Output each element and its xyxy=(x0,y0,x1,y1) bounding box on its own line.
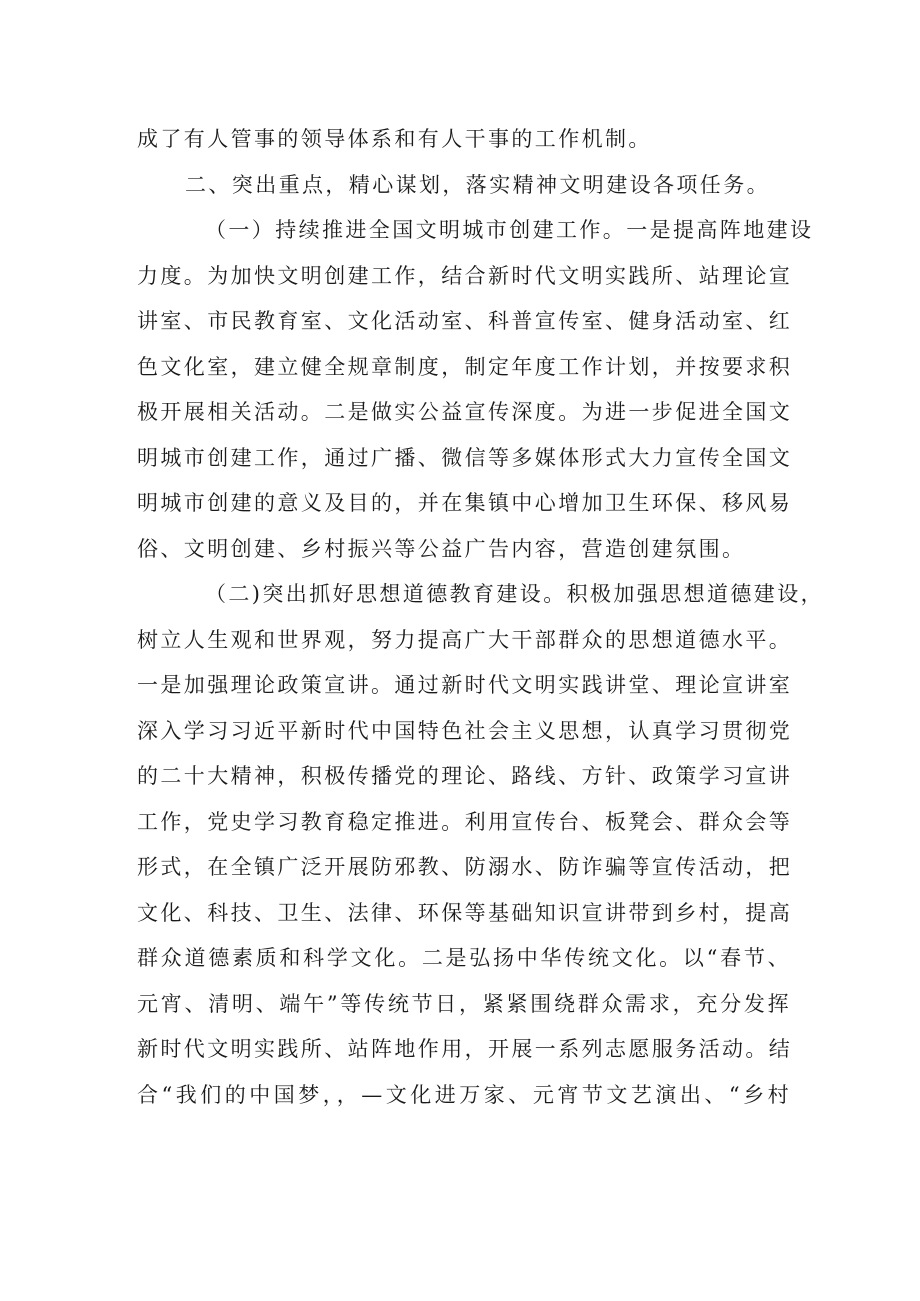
text-line-6: 色文化室，建立健全规章制度，制定年度工作计划，并按要求积 xyxy=(137,354,793,379)
text-line-7: 极开展相关活动。二是做实公益宣传深度。为进一步促进全国文 xyxy=(137,400,793,424)
text-line-5: 讲室、市民教育室、文化活动室、科普宣传室、健身活动室、红 xyxy=(137,309,793,333)
text-line-9: 明城市创建的意义及目的，并在集镇中心增加卫生环保、移风易 xyxy=(137,491,793,515)
section-heading-2: 二、突出重点，精心谋划，落实精神文明建设各项任务。 xyxy=(185,172,770,197)
text-line-4: 力度。为加快文明创建工作，结合新时代文明实践所、站理论宣 xyxy=(137,263,793,288)
text-line-8: 明城市创建工作，通过广播、微信等多媒体形式大力宣传全国文 xyxy=(137,445,793,470)
subsection-heading-1: （一）持续推进全国文明城市创建工作。一是提高阵地建设 xyxy=(205,218,814,242)
text-line-15: 的二十大精神，积极传播党的理论、路线、方针、政策学习宣讲 xyxy=(137,764,793,788)
subsection-heading-2: （二)突出抓好思想道德教育建设。积极加强思想道德建设， xyxy=(205,582,824,606)
text-line-21: 新时代文明实践所、站阵地作用，开展一系列志愿服务活动。结 xyxy=(137,1037,793,1061)
text-line-1: 成了有人管事的领导体系和有人干事的工作机制。 xyxy=(137,127,652,151)
text-line-13: 一是加强理论政策宣讲。通过新时代文明实践讲堂、理论宣讲室 xyxy=(137,673,793,697)
text-line-19: 群众道德素质和科学文化。二是弘扬中华传统文化。以“春节、 xyxy=(137,946,791,970)
text-line-18: 文化、科技、卫生、法律、环保等基础知识宣讲带到乡村，提高 xyxy=(137,900,793,925)
text-line-12: 树立人生观和世界观，努力提高广大干部群众的思想道德水平。 xyxy=(137,627,793,652)
text-line-17: 形式，在全镇广泛开展防邪教、防溺水、防诈骗等宣传活动，把 xyxy=(137,855,793,879)
text-line-14: 深入学习习近平新时代中国特色社会主义思想，认真学习贯彻党 xyxy=(137,718,793,743)
text-line-10: 俗、文明创建、乡村振兴等公益广告内容，营造创建氛围。 xyxy=(137,536,746,561)
text-line-16: 工作，党史学习教育稳定推进。利用宣传台、板凳会、群众会等 xyxy=(137,809,793,834)
document-body xyxy=(137,117,824,1118)
text-line-20: 元宵、清明、端午”等传统节日，紧紧围绕群众需求，充分发挥 xyxy=(137,991,791,1016)
text-line-22: 合“我们的中国梦，，—文化进万家、元宵节文艺演出、“乡村 xyxy=(137,1082,791,1107)
